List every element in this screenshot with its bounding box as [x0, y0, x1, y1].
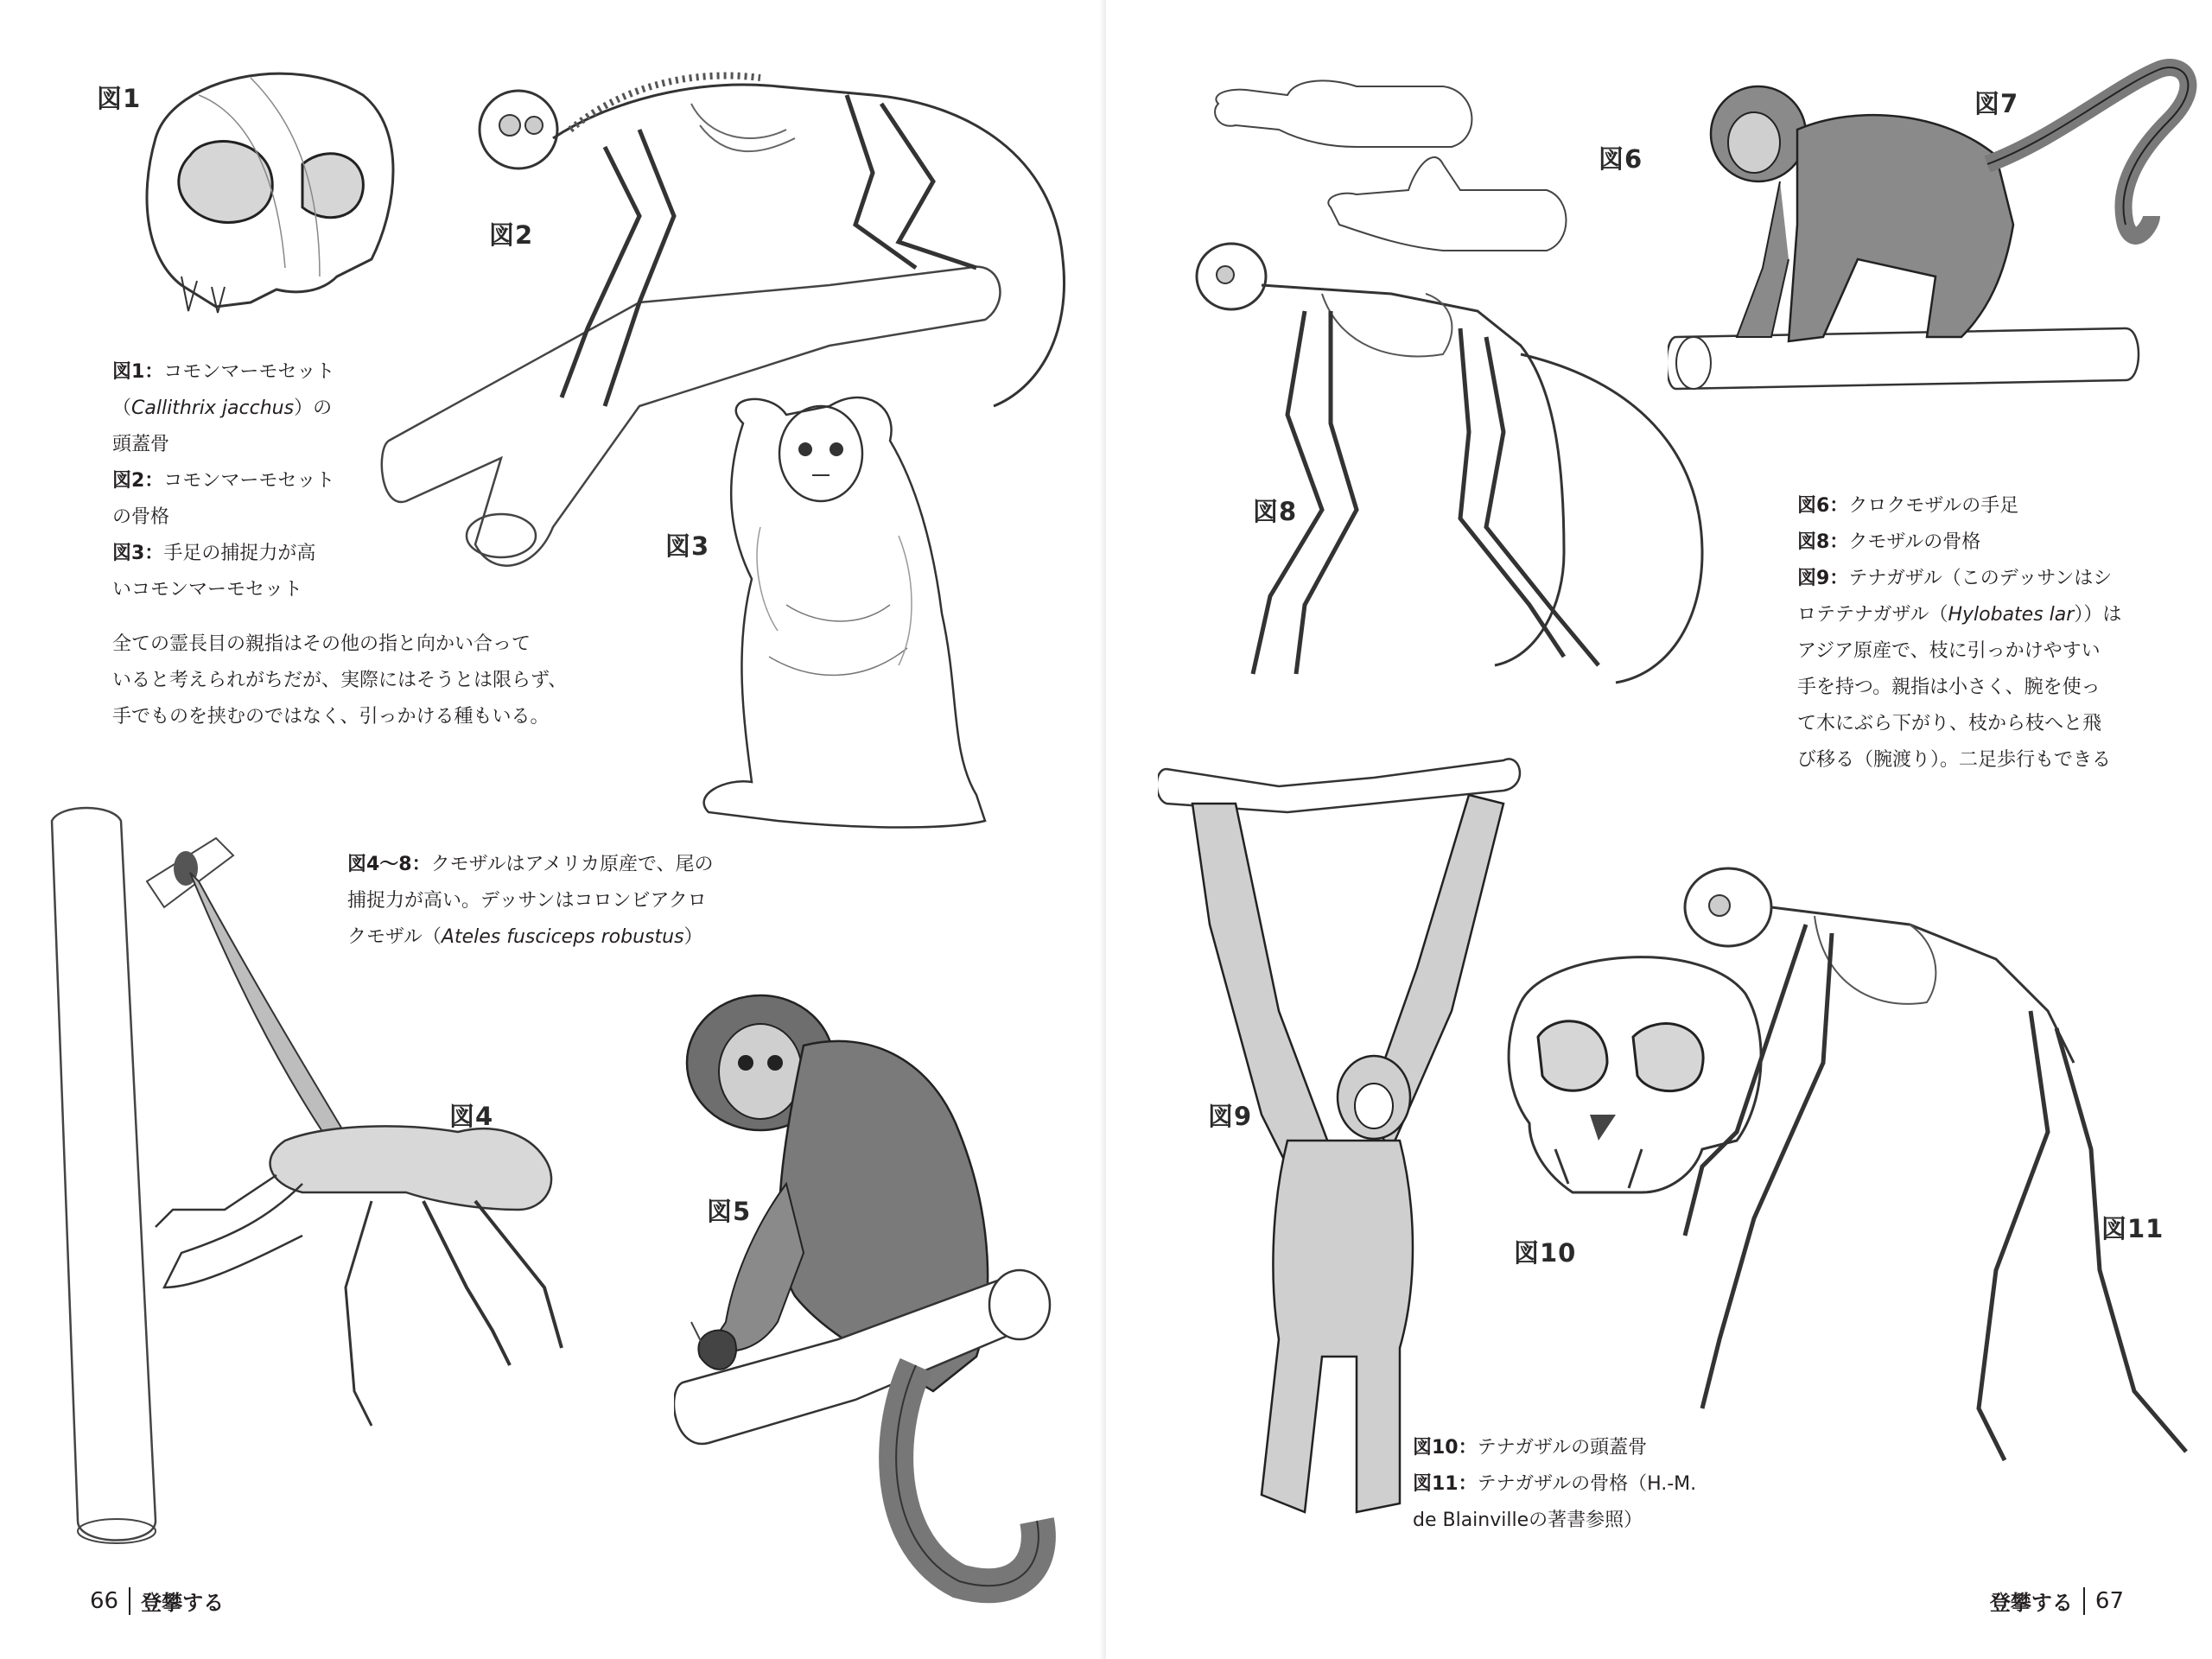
caption-text: （	[112, 397, 132, 419]
spider-monkey-on-branch-illustration	[674, 994, 1080, 1616]
caption-text: コモンマーモセット	[163, 470, 335, 492]
caption-text: アジア原産で、枝に引っかけやすい	[1797, 640, 2101, 662]
caption-text: の骨格	[112, 506, 170, 528]
paragraph-line: いると考えられがちだが、実際にはそうとは限らず、	[112, 670, 568, 691]
section-title: 登攀する	[1989, 1591, 2073, 1615]
caption-text: び移る（腕渡り）。二足歩行もできる	[1797, 749, 2112, 771]
figure-label-4: 図4	[449, 1102, 494, 1131]
caption-term: 図11：	[1413, 1473, 1478, 1495]
caption-term: 図2：	[112, 470, 164, 492]
caption-term: 図6：	[1797, 495, 1849, 517]
figure-label-2: 図2	[489, 220, 534, 250]
sitting-marmoset-illustration	[691, 389, 1011, 838]
caption-text: ）の	[294, 397, 333, 419]
figure-label-11: 図11	[2101, 1214, 2164, 1243]
paragraph-line: 手でものを挟むのではなく、引っかける種もいる。	[112, 706, 550, 728]
figure-label-10: 図10	[1514, 1238, 1577, 1268]
caption-text: ロテテナガザル（	[1797, 604, 1948, 626]
caption-text: 手足の捕捉力が高	[163, 543, 316, 564]
figure-label-1: 図1	[97, 84, 142, 113]
caption-term: 図1：	[112, 361, 164, 383]
caption-text: テナガザルの頭蓋骨	[1477, 1437, 1648, 1459]
caption-text: 捕捉力が高い。デッサンはコロンビアクロ	[347, 890, 707, 912]
right-folio	[1990, 1586, 2124, 1616]
caption-text: 手を持つ。親指は小さく、腕を使っ	[1797, 677, 2101, 698]
caption-figures-10-11	[1413, 1430, 1741, 1539]
left-folio	[90, 1586, 224, 1616]
caption-text: クモザルはアメリカ原産で、尾の	[430, 854, 714, 875]
caption-text: テナガザルの骨格（H.-M.	[1477, 1473, 1697, 1495]
figure-label-5: 図5	[707, 1197, 752, 1226]
caption-text: て木にぶら下がり、枝から枝へと飛	[1797, 713, 2102, 734]
caption-term: 図9：	[1797, 568, 1849, 589]
paragraph-line: 全ての霊長目の親指はその他の指と向かい合って	[112, 633, 531, 655]
section-title: 登攀する	[141, 1591, 225, 1615]
caption-text: クモザル（	[347, 926, 442, 948]
caption-term: 図4～8：	[347, 854, 431, 875]
caption-text: ））は	[2074, 604, 2122, 626]
folio-divider	[2083, 1587, 2085, 1615]
caption-term: 図10：	[1413, 1437, 1478, 1459]
page-number: 67	[2094, 1587, 2124, 1614]
caption-text: de Blainvilleの著書参照）	[1413, 1510, 1643, 1531]
caption-text: いコモンマーモセット	[112, 579, 303, 601]
figure-label-9: 図9	[1208, 1102, 1253, 1131]
caption-scientific-name: Callithrix jacchus	[131, 397, 295, 419]
body-paragraph	[112, 626, 596, 735]
caption-scientific-name: Hylobates lar	[1948, 604, 2075, 626]
caption-text: クロクモザルの手足	[1848, 495, 2019, 517]
caption-term: 図8：	[1797, 531, 1849, 553]
right-page	[1106, 0, 2212, 1659]
figure-label-3: 図3	[665, 531, 710, 561]
folio-divider	[129, 1587, 130, 1615]
caption-text: コモンマーモセット	[163, 361, 335, 383]
caption-scientific-name: Ateles fusciceps robustus	[441, 926, 684, 948]
caption-term: 図3：	[112, 543, 164, 564]
caption-text: クモザルの骨格	[1848, 531, 1981, 553]
figure-label-8: 図8	[1253, 497, 1298, 526]
marmoset-skull-illustration	[121, 60, 415, 328]
caption-text: 頭蓋骨	[112, 434, 170, 455]
figure-label-7: 図7	[1974, 89, 2019, 118]
figure-label-6: 図6	[1599, 144, 1643, 174]
caption-figures-4-8	[347, 847, 762, 956]
caption-figures-1-3	[112, 354, 372, 608]
caption-text: ）	[683, 926, 703, 948]
gibbon-skeleton-illustration	[1668, 855, 2203, 1495]
caption-figures-6-9	[1797, 488, 2203, 779]
page-number: 66	[90, 1587, 119, 1614]
caption-text: テナガザル（このデッサンはシ	[1848, 568, 2113, 589]
